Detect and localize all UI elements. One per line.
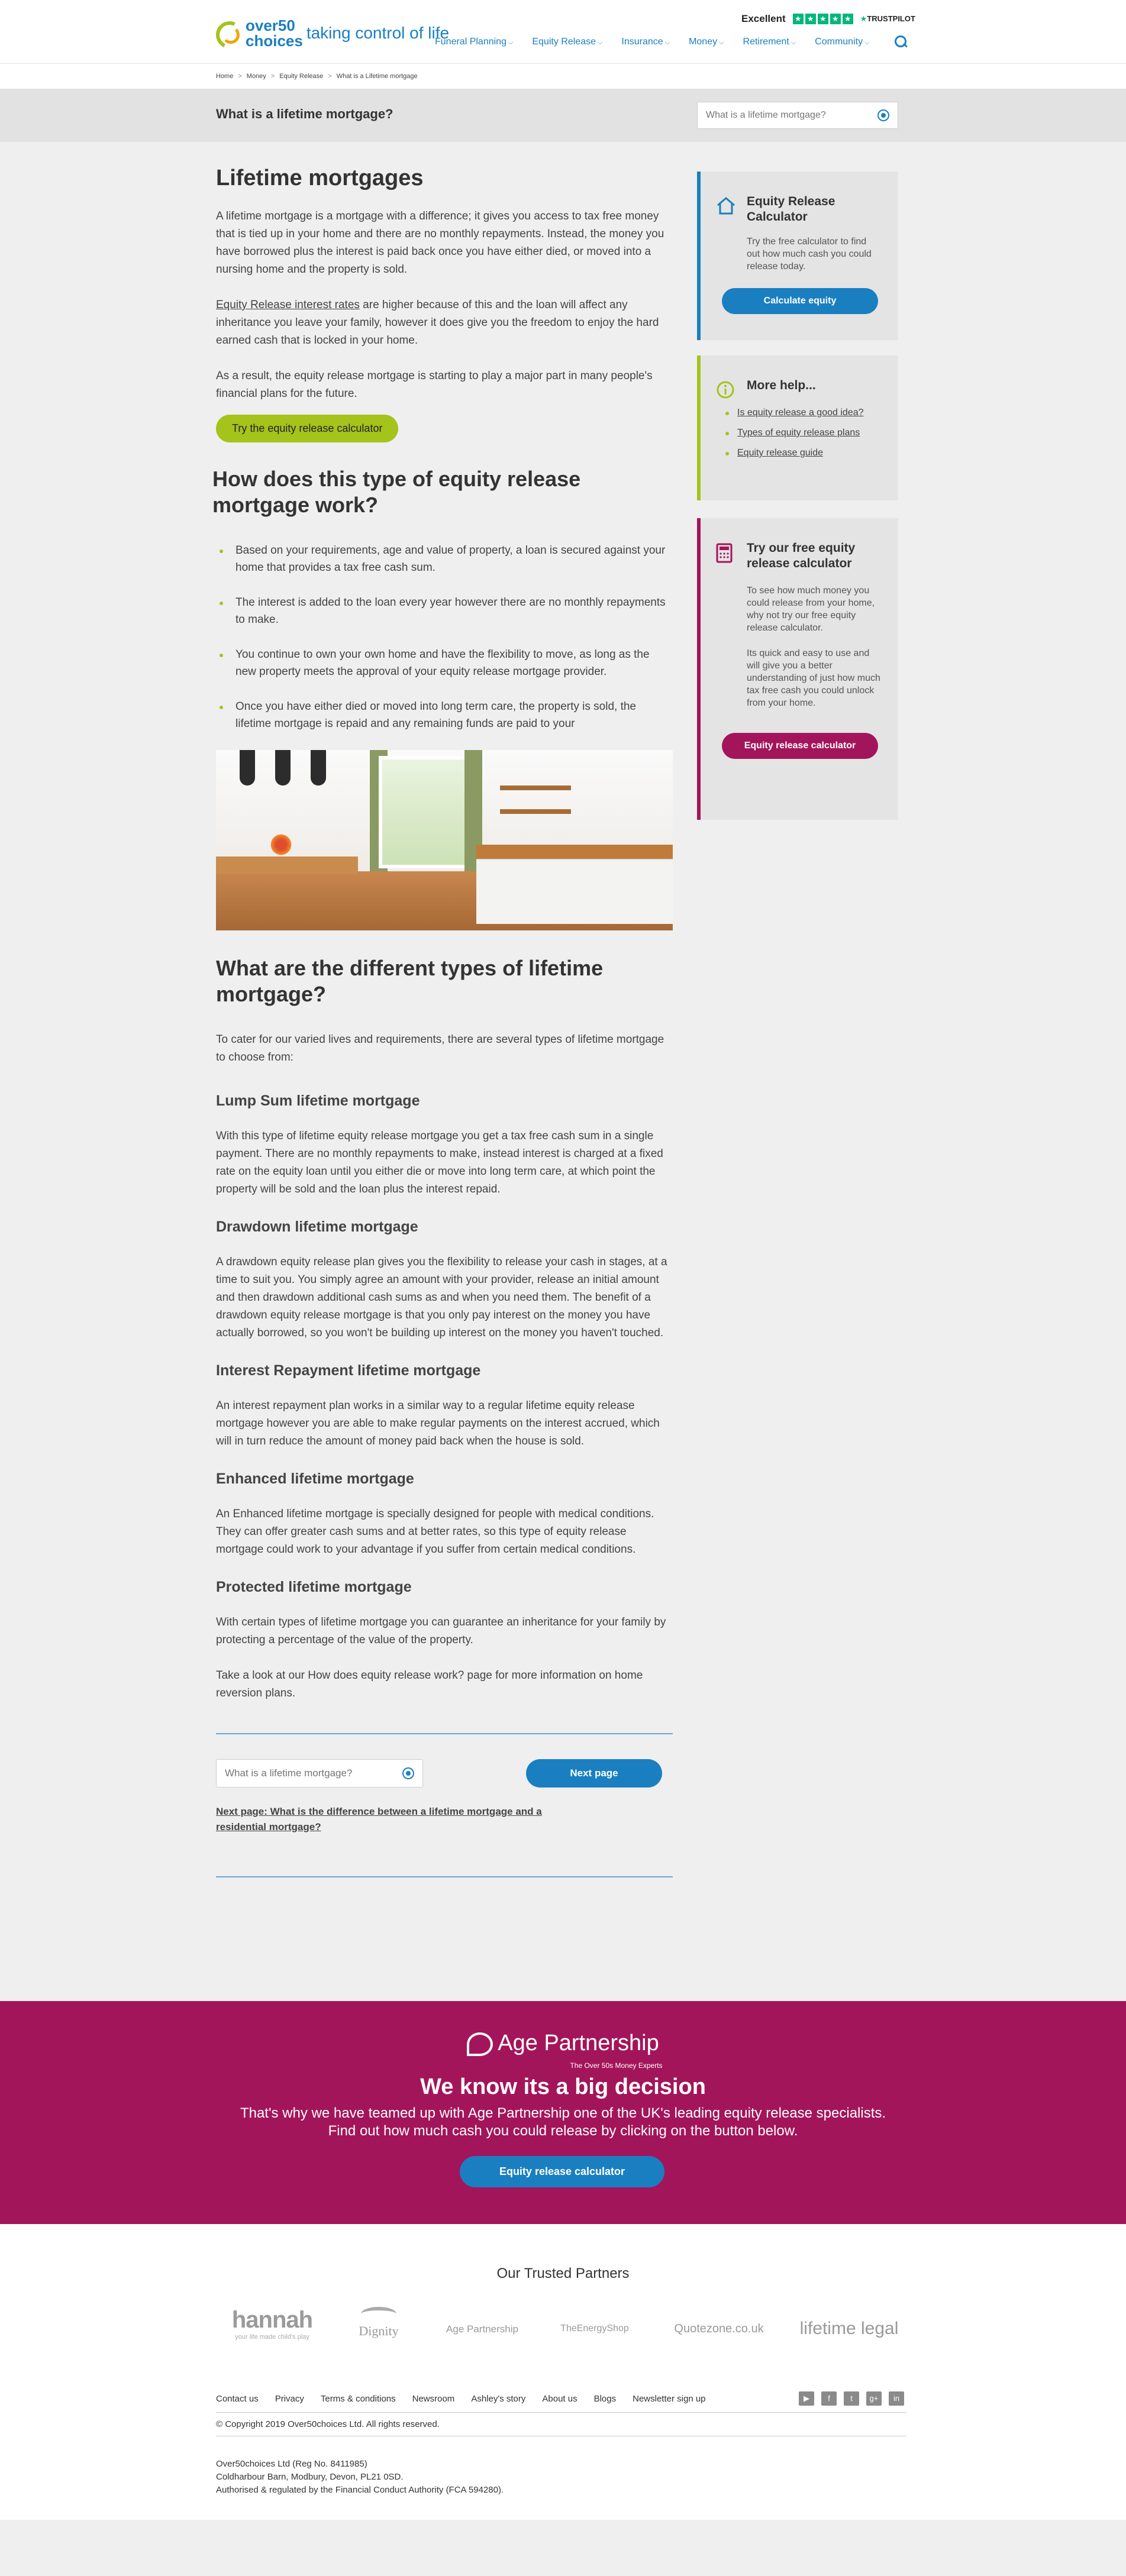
page-search [697,102,898,129]
breadcrumb-equity-release[interactable]: Equity Release [279,73,324,80]
partner-logo-hannah[interactable]: hannah your life made child's play [231,2307,313,2341]
company-location: Coldharbour Barn, Modbury, Devon, PL21 0SD. [216,2472,404,2482]
try-card-title: Try our free equity release calculator [747,541,856,570]
age-partnership-logo: Age Partnership [0,2031,1126,2056]
logo-choices: choices [246,32,303,50]
banner-calculator-button[interactable]: Equity release calculator [460,2156,664,2187]
trustpilot-stars-icon: ★ ★ ★ ★ ★ [793,14,853,24]
breadcrumb-money[interactable]: Money [246,73,266,80]
more-help-title: More help... [747,379,816,392]
interest-paragraph [216,296,673,350]
footer-link-about[interactable]: About us [542,2394,577,2404]
how-list-item: The interest is added to the loan every year however there are no monthly repayments to make. [216,594,673,628]
interest-paragraph-text: are higher because of this and the loan will affect any inheritance you leave your family, however it does give you the freedom to enjoy the hard earned cash that is locked in your home. [216,299,659,347]
facebook-icon[interactable]: f [821,2391,837,2406]
how-list-item: You continue to own your own home and have the flexibility to move, as long as the new property meets the approval of your equity release mortgage provider. [216,646,673,680]
help-link-types[interactable]: Types of equity release plans [725,428,880,438]
footer-link-contact[interactable]: Contact us [216,2394,259,2404]
trustpilot-widget[interactable] [741,13,915,25]
copyright: © Copyright 2019 Over50choices Ltd. All rights reserved. [216,2419,440,2429]
breadcrumb-separator-icon: > [328,73,332,80]
try-calculator-card [697,518,898,820]
how-heading: How does this type of equity release mortgage work? [212,467,581,517]
nav-money[interactable]: Money ⌵ [689,37,724,47]
title-bar [0,89,1126,142]
how-list-item: Once you have either died or moved into long term care, the property is sold, the lifetime mortgage is repaid and any remaining funds are paid to your [216,698,673,732]
bottom-search [216,1759,423,1788]
try-card-text: To see how much money you could release from your home, why not try our free equity release calculator. [747,586,875,633]
partners-heading: Our Trusted Partners [496,2265,630,2281]
calculator-icon [716,543,733,563]
banner-text: That's why we have teamed up with Age Partnership one of the UK's leading equity release specialists. [240,2105,886,2121]
page-search-input[interactable] [706,110,877,121]
lump-sum-heading: Lump Sum lifetime mortgage [216,1093,420,1109]
next-page-link[interactable]: Next page: What is the difference between a lifetime mortgage and a residential mortgage? [216,1806,542,1832]
closing-paragraph: Take a look at our How does equity release work? page for more information on home reversion plans. [216,1669,643,1699]
try-card-text: Its quick and easy to use and will give you a better understanding of just how much tax free cash you could unlock from your home. [747,648,880,708]
partners-footer [0,2224,1126,2520]
main-area [0,142,1126,2001]
logo-fifty: 50 [278,17,295,34]
footer-link-newsroom[interactable]: Newsroom [412,2394,455,2404]
intro-paragraph: A lifetime mortgage is a mortgage with a difference; it gives you access to tax free money that is tied up in your home and there are no monthly repayments. Instead, the money you have borrowed plus the interest is paid back once you have either died, or moved into a nursing home and the property is sold. [216,210,664,276]
age-partnership-sub: The Over 50s Money Experts [570,2061,663,2070]
age-partnership-swirl-icon [467,2032,493,2056]
nav-insurance[interactable]: Insurance ⌵ [621,37,670,47]
footer-link-newsletter[interactable]: Newsletter sign up [633,2394,706,2404]
footer-link-blogs[interactable]: Blogs [593,2394,617,2404]
main-nav [435,37,869,47]
search-go-icon[interactable] [402,1767,414,1779]
social-links [799,2391,904,2406]
drawdown-heading: Drawdown lifetime mortgage [216,1218,418,1235]
partner-logo-age-partnership[interactable]: Age Partnership [446,2323,518,2335]
how-list-item: Based on your requirements, age and value of property, a loan is secured against your home that provides a tax free cash sum. [216,542,673,576]
logo-tagline: taking control of life [306,24,450,42]
logo-over: over [246,17,278,34]
company-address [216,2458,504,2497]
trustpilot-rating: Excellent [741,13,786,24]
partner-logo-quotezone[interactable]: Quotezone.co.uk [674,2322,764,2335]
age-partnership-banner [0,2001,1126,2224]
trustpilot-logo: ★TRUSTPILOT [860,14,915,23]
partner-logo-lifetime-legal[interactable]: lifetime legal [799,2319,899,2338]
company-fca: Authorised & regulated by the Financial Conduct Authority (FCA 594280). [216,2485,504,2495]
footer-link-privacy[interactable]: Privacy [275,2394,304,2404]
youtube-icon[interactable]: ▶ [799,2391,814,2406]
company-reg: Over50choices Ltd (Reg No. 8411985) [216,2459,367,2469]
interest-rates-link[interactable]: Equity Release interest rates [216,299,360,311]
info-icon [716,380,735,399]
enhanced-heading: Enhanced lifetime mortgage [216,1470,414,1487]
equity-calculator-card [697,172,898,340]
banner-text: Find out how much cash you could release by clicking on the button below. [328,2123,798,2139]
interest-repayment-heading: Interest Repayment lifetime mortgage [216,1362,481,1379]
nav-equity-release[interactable]: Equity Release ⌵ [532,37,602,47]
calculator-card-text: Try the free calculator to find out how much cash you could release today. [747,237,872,272]
protected-text: With certain types of lifetime mortgage you can guarantee an inheritance for your family by protecting a percentage of the value of the property. [216,1616,666,1646]
calculator-card-title: Equity Release Calculator [747,195,835,224]
footer-divider [216,2412,906,2413]
article-heading: Lifetime mortgages [216,166,424,190]
equity-release-calculator-button[interactable]: Equity release calculator [722,733,878,759]
google-plus-icon[interactable]: g+ [866,2391,882,2406]
enhanced-text: An Enhanced lifetime mortgage is specially designed for people with medical conditions. They can offer greater cash sums and at better rates, so this type of equity release mortgage could work to your advantage if you suffer from certain medical conditions. [216,1508,654,1556]
help-link-guide[interactable]: Equity release guide [725,448,880,458]
partner-logo-dignity[interactable]: Dignity [346,2307,411,2339]
linkedin-icon[interactable]: in [889,2391,904,2406]
footer-links [216,2394,706,2404]
page-title: What is a lifetime mortgage? [216,106,393,121]
nav-retirement[interactable]: Retirement ⌵ [743,37,796,47]
kitchen-image [216,750,673,930]
logo-mark-icon [216,18,246,49]
breadcrumb-home[interactable]: Home [216,73,234,80]
try-calculator-button[interactable]: Try the equity release calculator [216,415,398,442]
interest-repayment-text: An interest repayment plan works in a similar way to a regular lifetime equity release mortgage however you are able to make regular payments on the interest accrued, which will in turn reduce the amount of money paid back when the house is sold. [216,1399,660,1447]
lump-sum-text: With this type of lifetime equity release mortgage you get a tax free cash sum in a single payment. There are no monthly repayments to make, instead interest is charged at a fixed rate on the equity loan until you either die or move into long term care, at which point the property will be sold and the loan plus the interest repaid. [216,1130,663,1195]
more-help-card [697,355,898,500]
bottom-navigation [216,1759,673,1788]
breadcrumb-current: What is a Lifetime mortgage [336,73,418,80]
types-intro: To cater for our varied lives and requirements, there are several types of lifetime mortgage to choose from: [216,1033,664,1064]
how-list [216,542,673,732]
protected-heading: Protected lifetime mortgage [216,1579,412,1595]
footer-link-terms[interactable]: Terms & conditions [320,2394,396,2404]
next-page-button[interactable]: Next page [526,1759,662,1788]
sidebar [697,142,898,820]
help-link-good-idea[interactable]: Is equity release a good idea? [725,408,880,418]
help-links [725,408,880,458]
drawdown-text: A drawdown equity release plan gives you the flexibility to release your cash in stages, at a time to suit you. You simply agree an amount with your provider, release an initial amount and then drawdown additional cash sums as and when you need them. The benefit of a drawdown equity release mortgage is that you only pay interest on the money you have actually borrowed, so you won't be building up interest on the money you haven't touched. [216,1256,667,1339]
home-icon [716,196,736,215]
article [212,142,673,1877]
search-go-icon[interactable] [877,109,889,121]
search-icon[interactable] [895,35,908,49]
footer-link-ashleys-story[interactable]: Ashley's story [471,2394,526,2404]
types-heading: What are the different types of lifetime mortgage? [216,956,604,1006]
partner-logo-energyshop[interactable]: TheEnergyShop [560,2323,629,2333]
banner-heading: We know its a big decision [420,2074,706,2099]
breadcrumb-separator-icon: > [270,73,275,80]
site-logo[interactable] [216,18,449,49]
breadcrumb [0,64,1126,89]
result-paragraph: As a result, the equity release mortgage is starting to play a major part in many people's financial plans for the future. [216,370,653,400]
breadcrumb-separator-icon: > [238,73,242,80]
divider [216,1876,673,1877]
bottom-search-input[interactable] [225,1767,402,1779]
nav-community[interactable]: Community ⌵ [815,37,869,47]
divider [216,1733,673,1734]
calculate-equity-button[interactable]: Calculate equity [722,288,878,314]
nav-funeral-planning[interactable]: Funeral Planning ⌵ [435,37,513,47]
site-header [0,0,1126,64]
twitter-icon[interactable]: t [844,2391,859,2406]
